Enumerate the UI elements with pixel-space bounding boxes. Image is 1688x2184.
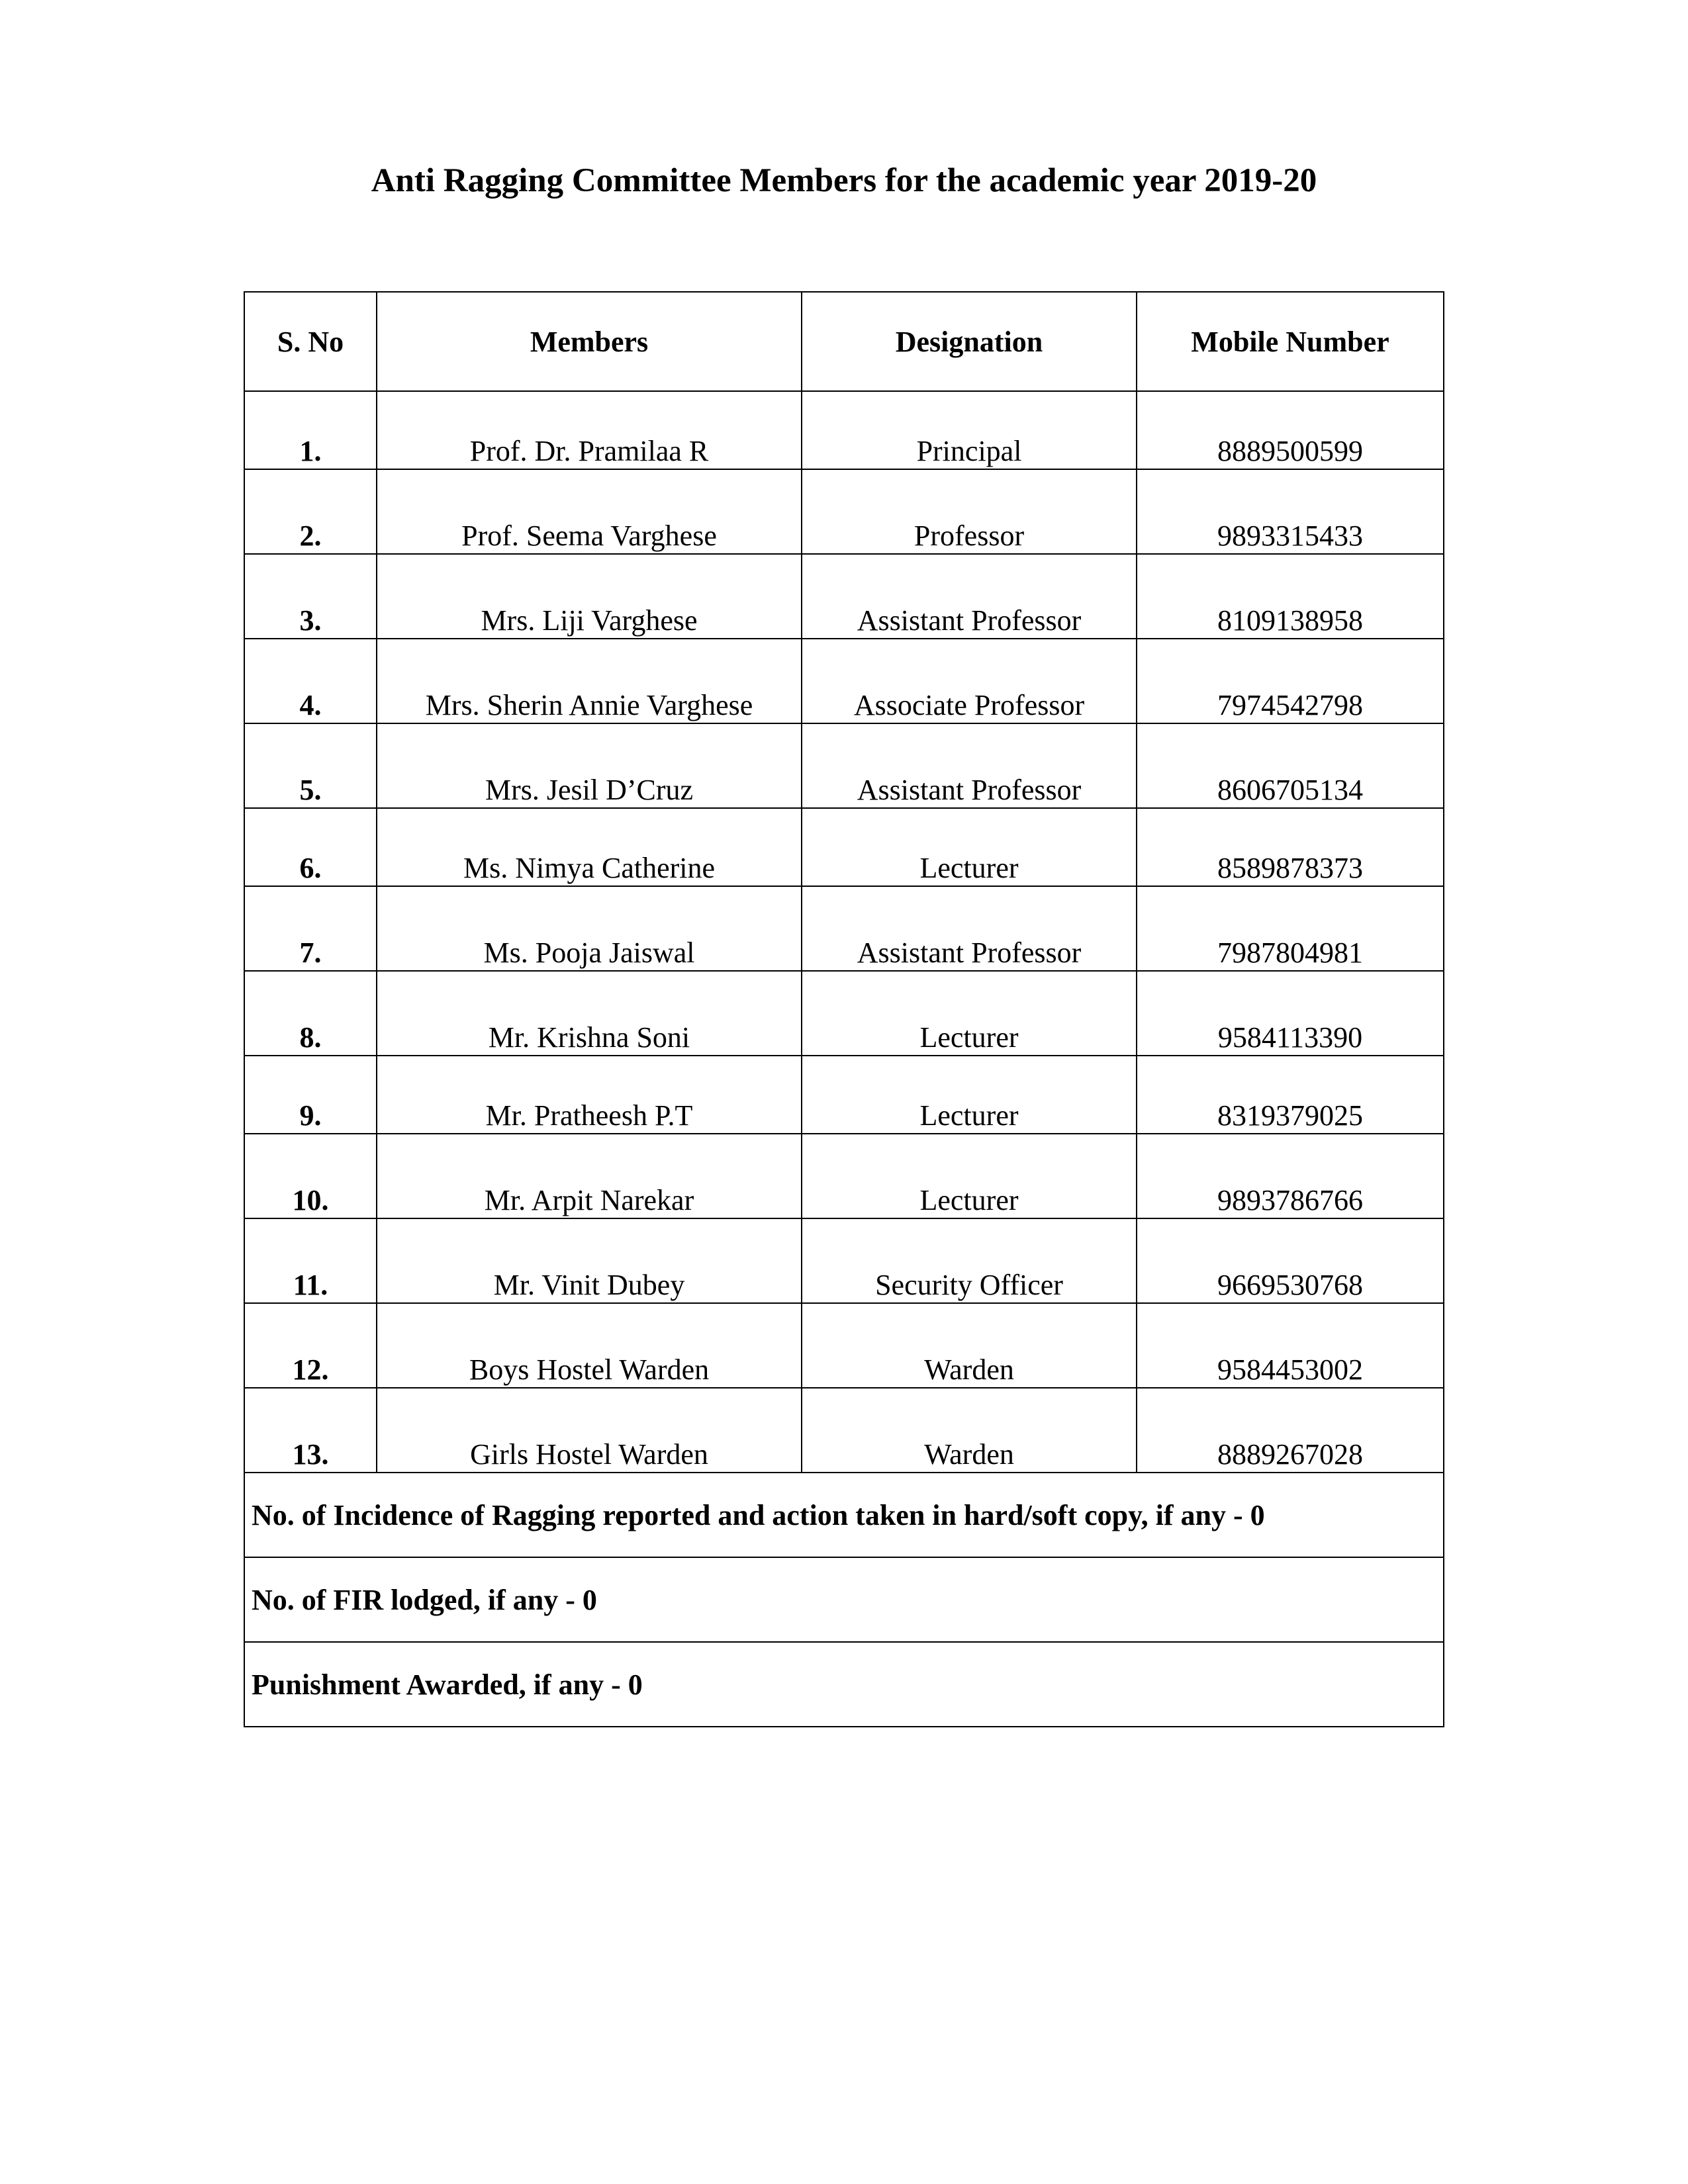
row-mobile: 9584113390 — [1137, 971, 1444, 1056]
row-sno: 2. — [244, 469, 377, 554]
row-mobile: 7987804981 — [1137, 886, 1444, 971]
summary-row-punishment — [244, 1642, 1444, 1727]
table-row — [244, 1388, 1444, 1473]
row-sno: 3. — [244, 554, 377, 639]
row-mobile: 8589878373 — [1137, 808, 1444, 886]
summary-fir-text: No. of FIR lodged, if any - 0 — [244, 1557, 1444, 1642]
row-sno: 4. — [244, 639, 377, 723]
row-member: Ms. Nimya Catherine — [377, 808, 802, 886]
table-row — [244, 391, 1444, 469]
row-member: Mrs. Liji Varghese — [377, 554, 802, 639]
row-mobile: 8606705134 — [1137, 723, 1444, 808]
row-designation: Assistant Professor — [802, 723, 1137, 808]
row-mobile: 9893315433 — [1137, 469, 1444, 554]
row-designation: Lecturer — [802, 808, 1137, 886]
row-designation: Lecturer — [802, 971, 1137, 1056]
page-title: Anti Ragging Committee Members for the academic year 2019-20 — [371, 162, 1317, 199]
row-designation: Professor — [802, 469, 1137, 554]
row-designation: Principal — [802, 391, 1137, 469]
committee-table — [244, 291, 1444, 1727]
row-mobile: 7974542798 — [1137, 639, 1444, 723]
header-sno: S. No — [244, 292, 377, 391]
row-sno: 5. — [244, 723, 377, 808]
row-designation: Warden — [802, 1303, 1137, 1388]
row-sno: 7. — [244, 886, 377, 971]
row-designation: Associate Professor — [802, 639, 1137, 723]
row-member: Girls Hostel Warden — [377, 1388, 802, 1473]
row-sno: 10. — [244, 1134, 377, 1218]
table-header-row — [244, 292, 1444, 391]
table-row — [244, 1218, 1444, 1303]
row-designation: Lecturer — [802, 1056, 1137, 1134]
table-row — [244, 971, 1444, 1056]
row-sno: 11. — [244, 1218, 377, 1303]
row-sno: 1. — [244, 391, 377, 469]
summary-incidence-text: No. of Incidence of Ragging reported and action taken in hard/soft copy, if any - 0 — [244, 1473, 1444, 1557]
row-mobile: 8889500599 — [1137, 391, 1444, 469]
summary-row-incidence — [244, 1473, 1444, 1557]
row-member: Mrs. Jesil D’Cruz — [377, 723, 802, 808]
row-mobile: 8319379025 — [1137, 1056, 1444, 1134]
row-sno: 8. — [244, 971, 377, 1056]
table-row — [244, 554, 1444, 639]
table-row — [244, 1303, 1444, 1388]
header-members: Members — [377, 292, 802, 391]
row-sno: 13. — [244, 1388, 377, 1473]
row-member: Mrs. Sherin Annie Varghese — [377, 639, 802, 723]
table-row — [244, 808, 1444, 886]
row-designation: Assistant Professor — [802, 886, 1137, 971]
row-sno: 12. — [244, 1303, 377, 1388]
row-mobile: 9893786766 — [1137, 1134, 1444, 1218]
row-member: Mr. Krishna Soni — [377, 971, 802, 1056]
row-designation: Assistant Professor — [802, 554, 1137, 639]
table-row — [244, 886, 1444, 971]
row-member: Mr. Arpit Narekar — [377, 1134, 802, 1218]
row-mobile: 8109138958 — [1137, 554, 1444, 639]
table-row — [244, 1134, 1444, 1218]
row-member: Mr. Vinit Dubey — [377, 1218, 802, 1303]
row-member: Prof. Dr. Pramilaa R — [377, 391, 802, 469]
row-mobile: 9584453002 — [1137, 1303, 1444, 1388]
summary-punishment-text: Punishment Awarded, if any - 0 — [244, 1642, 1444, 1727]
row-designation: Warden — [802, 1388, 1137, 1473]
row-member: Ms. Pooja Jaiswal — [377, 886, 802, 971]
row-mobile: 9669530768 — [1137, 1218, 1444, 1303]
row-member: Prof. Seema Varghese — [377, 469, 802, 554]
row-designation: Security Officer — [802, 1218, 1137, 1303]
header-mobile-number: Mobile Number — [1137, 292, 1444, 391]
row-mobile: 8889267028 — [1137, 1388, 1444, 1473]
row-member: Boys Hostel Warden — [377, 1303, 802, 1388]
table-row — [244, 639, 1444, 723]
header-designation: Designation — [802, 292, 1137, 391]
row-sno: 6. — [244, 808, 377, 886]
table-row — [244, 1056, 1444, 1134]
row-member: Mr. Pratheesh P.T — [377, 1056, 802, 1134]
summary-row-fir — [244, 1557, 1444, 1642]
table-row — [244, 469, 1444, 554]
table-row — [244, 723, 1444, 808]
row-sno: 9. — [244, 1056, 377, 1134]
row-designation: Lecturer — [802, 1134, 1137, 1218]
